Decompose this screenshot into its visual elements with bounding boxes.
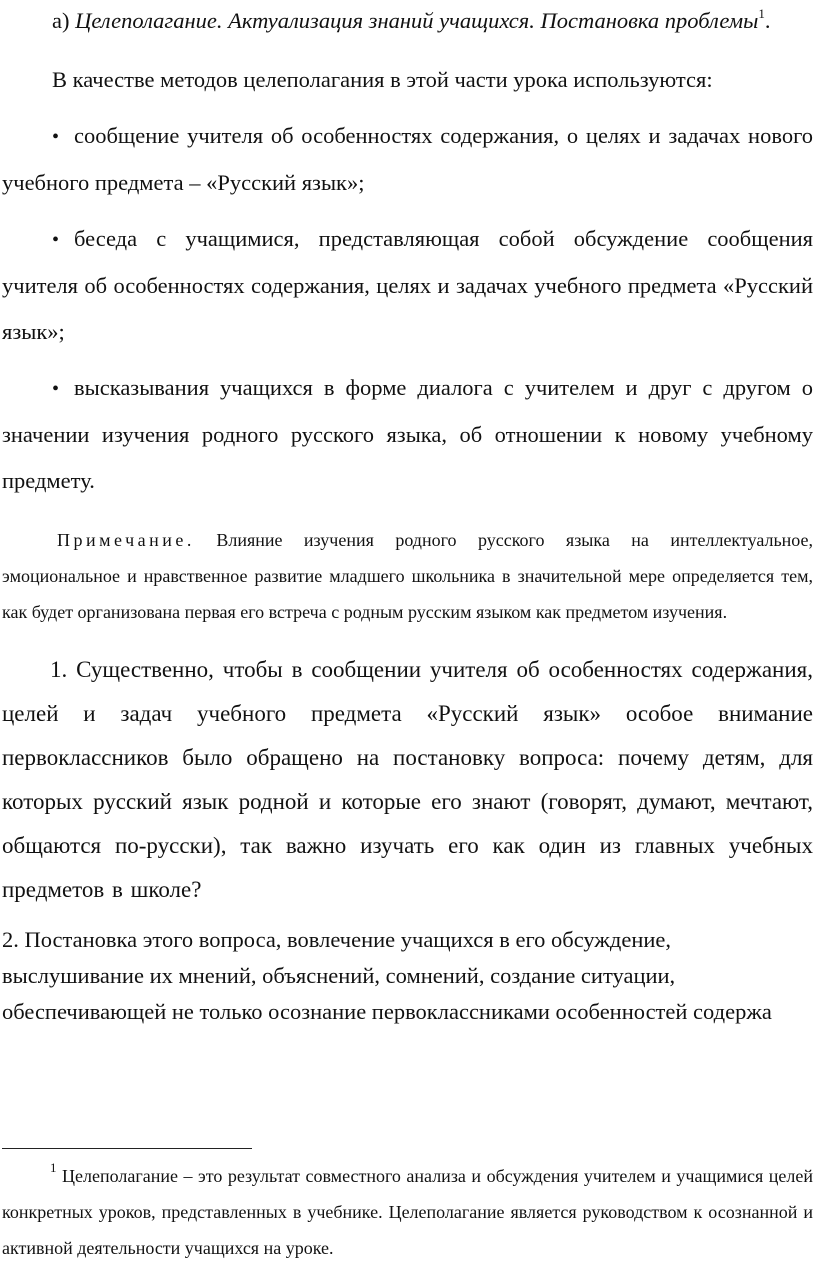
bullet-text: высказывания учащихся в форме диалога с учителем и друг с другом о значении изучения родного русского языка, об отношении к новому учебному предмету. (2, 375, 813, 493)
note-paragraph (2, 522, 813, 630)
note-text: Влияние изучения родного русского языка на интеллектуальное, эмоциональное и нравственное развитие младшего школьника в значительной мере определяется тем, как будет организована первая его встреча с родным русским языком как предметом изучения. (2, 530, 814, 622)
bullet-item (2, 113, 813, 206)
bullet-icon: • (52, 229, 60, 251)
heading-marker: а) (52, 8, 70, 33)
bullet-text: сообщение учителя об особенностях содержания, о целях и задачах нового учебного предмета – «Русский язык»; (2, 123, 813, 195)
bullet-icon: • (52, 126, 60, 148)
footnote (2, 1158, 813, 1266)
bullet-text: беседа с учащимися, представляющая собой обсуждение сообщения учителя об особенностях содержания, целях и задачах учебного предмета «Русский язык»; (2, 226, 813, 344)
heading-end: . (764, 8, 771, 33)
bullet-icon: • (52, 378, 60, 400)
intro-paragraph: В качестве методов целеполагания в этой части урока используются: (52, 67, 713, 92)
footnote-divider (2, 1148, 252, 1149)
bullet-item (2, 216, 813, 355)
section-heading (2, 0, 813, 44)
bullet-item (2, 365, 813, 504)
numbered-paragraph-1: 1. Существенно, чтобы в сообщении учителя об особенностях содержания, целей и задач учебного предмета «Русский язык» особое внимание первоклассников было обращено на постановку вопроса: почему детям, для которых русский язык родной и которые его знают (говорят, думают, мечтают, общаются по-русски), так важно изучать его как один из главных учебных предметов в школе? (2, 657, 813, 902)
footnote-text: Целеполагание – это результат совместного анализа и обсуждения учителем и учащимися целей конкретных уроков, представленных в учебнике. Целеполагание является руководством к осознанной и активной деятельности учащихся на уроке. (2, 1166, 813, 1258)
numbered-paragraph-2: 2. Постановка этого вопроса, вовлечение учащихся в его обсуждение, выслушивание их мнений, объяснений, сомнений, создание ситуации, обеспечивающей не только осознание первоклассниками особенностей содержа (2, 927, 772, 1024)
heading-title: Целеполагание. Актуализация знаний учащихся. Постановка проблемы (75, 8, 759, 33)
footnote-number: 1 (50, 1160, 57, 1175)
footnote-reference[interactable]: 1 (758, 5, 765, 21)
note-label: Примечание. (57, 530, 195, 550)
